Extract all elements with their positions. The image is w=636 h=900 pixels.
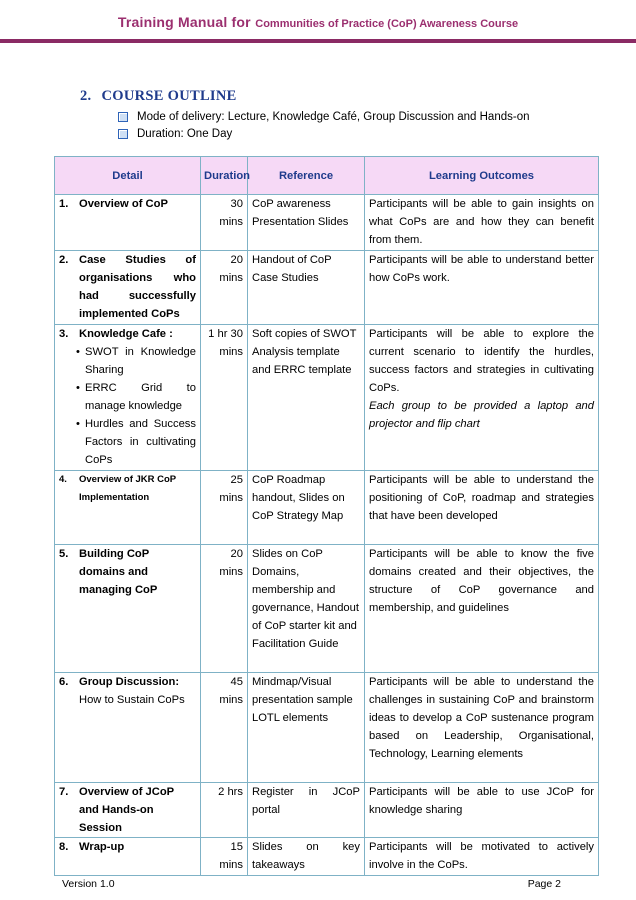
row-duration: 30 mins — [201, 195, 248, 251]
row-number: 2. — [59, 254, 69, 266]
row-outcome: Participants will be motivated to actively involve in the CoPs. — [365, 838, 599, 876]
row-detail-text: Overview of JKR CoP Implementation — [79, 474, 176, 503]
section-title — [80, 88, 237, 105]
row-duration: 20 mins — [201, 251, 248, 325]
header-title-sub: Communities of Practice (CoP) Awareness Course — [255, 18, 519, 30]
row-detail-text: Knowledge Cafe : — [79, 328, 173, 340]
row-detail-text: Group Discussion: — [79, 676, 180, 688]
row-duration: 15 mins — [201, 838, 248, 876]
sub-list — [59, 343, 196, 469]
table-row — [55, 545, 599, 673]
bullet-text: Duration: One Day — [137, 127, 233, 140]
footer-page-number: Page 2 — [527, 878, 561, 890]
row-number: 4. — [59, 474, 67, 485]
course-outline-table — [54, 156, 599, 876]
row-detail-text: Overview of CoP — [79, 198, 168, 210]
row-outcome: Participants will be able to use JCoP for knowledge sharing — [365, 783, 599, 838]
row-outcome: Participants will be able to know the five domains created and their objectives, the structure of CoP governance and membership, and guidelines — [365, 545, 599, 673]
row-detail-text: Overview of JCoP and Hands-on Session — [79, 786, 174, 834]
row-reference: Register in JCoP portal — [248, 783, 365, 838]
table-row — [55, 673, 599, 783]
row-outcome: Participants will be able to understand better how CoPs work. — [365, 251, 599, 325]
header-rule — [0, 39, 636, 43]
table-header-row — [55, 157, 599, 195]
header-detail: Detail — [55, 157, 201, 195]
table-row — [55, 471, 599, 545]
row-duration: 2 hrs — [201, 783, 248, 838]
row-detail-text: Case Studies of organisations who had successfully implemented CoPs — [79, 254, 196, 320]
row-duration: 1 hr 30 mins — [201, 325, 248, 471]
table-row — [55, 838, 599, 876]
row-detail — [55, 838, 201, 876]
row-number: 1. — [59, 198, 69, 210]
table-row — [55, 195, 599, 251]
header-duration: Duration — [201, 157, 248, 195]
row-detail — [55, 195, 201, 251]
table-row — [55, 325, 599, 471]
section-title-text: COURSE OUTLINE — [101, 88, 237, 104]
bullet-item — [118, 125, 530, 142]
row-duration: 20 mins — [201, 545, 248, 673]
row-outcome-text: Participants will be able to explore the current scenario to identify the hurdles, success factors and strategies in cultivating CoPs. — [369, 328, 594, 394]
row-number: 3. — [59, 328, 69, 340]
bullet-text: Mode of delivery: Lecture, Knowledge Café, Group Discussion and Hands-on — [137, 110, 530, 123]
footer-version: Version 1.0 — [62, 878, 115, 890]
row-detail-text: Wrap-up — [79, 841, 125, 853]
row-detail-text: Building CoP domains and managing CoP — [79, 548, 158, 596]
row-outcome — [365, 325, 599, 471]
header-reference: Reference — [248, 157, 365, 195]
section-number: 2. — [80, 88, 92, 104]
list-item: • Hurdles and Success Factors in cultivating CoPs — [85, 415, 196, 469]
square-bullet-icon — [118, 112, 128, 122]
row-detail — [55, 545, 201, 673]
delivery-bullets — [118, 108, 530, 142]
row-detail — [55, 471, 201, 545]
row-duration: 45 mins — [201, 673, 248, 783]
row-detail — [55, 251, 201, 325]
row-reference: Handout of CoP Case Studies — [248, 251, 365, 325]
row-number: 8. — [59, 841, 69, 853]
row-outcome: Participants will be able to understand the positioning of CoP, roadmap and strategies that have been developed — [365, 471, 599, 545]
header-title-main: Training Manual for — [117, 14, 251, 30]
row-duration: 25 mins — [201, 471, 248, 545]
row-reference: Mindmap/Visual presentation sample LOTL elements — [248, 673, 365, 783]
row-reference: Slides on CoP Domains, membership and governance, Handout of CoP starter kit and Facilitation Guide — [248, 545, 365, 673]
row-reference: CoP Roadmap handout, Slides on CoP Strategy Map — [248, 471, 365, 545]
page-header — [0, 14, 636, 32]
row-number: 7. — [59, 786, 69, 798]
row-detail — [55, 325, 201, 471]
row-number: 6. — [59, 676, 69, 688]
row-detail-subtext: How to Sustain CoPs — [79, 694, 185, 706]
header-outcomes: Learning Outcomes — [365, 157, 599, 195]
table-row — [55, 783, 599, 838]
row-detail — [55, 783, 201, 838]
row-outcome: Participants will be able to understand the challenges in sustaining CoP and brainstorm ideas to develop a CoP sustenance program based on Leadership, Organisational, Technology, Learning elements — [365, 673, 599, 783]
table-row — [55, 251, 599, 325]
list-item: • ERRC Grid to manage knowledge — [85, 379, 196, 415]
row-number: 5. — [59, 548, 69, 560]
list-item: • SWOT in Knowledge Sharing — [85, 343, 196, 379]
row-reference: Soft copies of SWOT Analysis template and ERRC template — [248, 325, 365, 471]
bullet-item — [118, 108, 530, 125]
row-outcome: Participants will be able to gain insights on what CoPs are and how they can benefit from them. — [365, 195, 599, 251]
row-outcome-note: Each group to be provided a laptop and projector and flip chart — [369, 400, 594, 430]
square-bullet-icon — [118, 129, 128, 139]
row-reference: Slides on key takeaways — [248, 838, 365, 876]
row-reference: CoP awareness Presentation Slides — [248, 195, 365, 251]
row-detail — [55, 673, 201, 783]
